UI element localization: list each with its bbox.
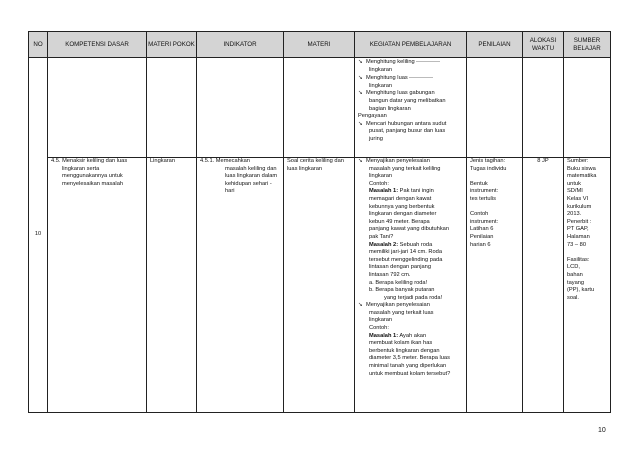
continued-materi-cell (284, 58, 355, 158)
alokasi-cell: 8 JP (523, 158, 564, 413)
penilaian-cell: Jenis tagihan: Tugas individu Bentuk instrument: tes tertulis Contoh instrument: Latihan 6 Penilaian harian 6 (467, 158, 523, 413)
header-alokasi: ALOKASI WAKTU (523, 32, 564, 58)
header-kegiatan: KEGIATAN PEMBELAJARAN (355, 32, 467, 58)
header-penilaian: PENILAIAN (467, 32, 523, 58)
continued-line-7: bagian lingkaran (369, 105, 411, 112)
row-number-cell (29, 58, 48, 413)
fraction-formula-icon (416, 58, 440, 65)
continued-indikator-cell (197, 58, 284, 158)
header-indikator: INDIKATOR (197, 32, 284, 58)
row-number: 10 (34, 231, 42, 238)
header-kompetensi: KOMPETENSI DASAR (48, 32, 147, 58)
table-header-row (29, 32, 611, 58)
header-materi-pokok: MATERI POKOK (147, 32, 197, 58)
fraction-formula-icon (409, 74, 433, 81)
continued-line-1: ↘ Menghitung keliling (358, 58, 463, 67)
continued-line-2: lingkaran (369, 66, 393, 73)
continued-penilaian-cell (467, 58, 523, 158)
lesson-plan-table (28, 31, 611, 413)
continued-materi-pokok-cell (147, 58, 197, 158)
masalah-3: Masalah 1: Ayah akan (369, 332, 427, 339)
header-sumber: SUMBER BELAJAR (564, 32, 611, 58)
continued-sumber-cell (564, 58, 611, 158)
kegiatan-intro-2: ↘ Menyajikan penyelesaian (358, 302, 430, 309)
continued-kompetensi-cell (48, 58, 147, 158)
pengayaan-line-1: ↘ Mencari hubungan antara sudut (358, 120, 447, 127)
masalah-1: Masalah 1: Pak tani ingin (369, 188, 434, 195)
pengayaan-label: Pengayaan (358, 113, 387, 120)
materi-pokok-cell: Lingkaran (147, 158, 197, 413)
sumber-cell: Sumber: Buku siswa matematika untuk SD/MI Kelas VI kurikulum 2013. Penerbit : PT GAP, Halaman 73 – 80 Fasilitas: LCD, bahan tayang (PP), kartu soal. (564, 158, 611, 413)
continued-line-6: bangun datar yang melibatkan (369, 97, 446, 104)
header-materi: MATERI (284, 32, 355, 58)
continued-line-5: ↘ Menghitung luas gabungan (358, 90, 435, 97)
table-row-10 (29, 158, 611, 413)
continued-line-3: ↘ Menghitung luas (358, 74, 463, 83)
page-number: 10 (598, 427, 606, 434)
pengayaan-line-2: pusat, panjang busur dan luas (369, 128, 446, 135)
masalah-2: Masalah 2: Sebuah roda (369, 241, 433, 248)
continued-alokasi-cell (523, 58, 564, 158)
kegiatan-cell: ↘ Menyajikan penyelesaian masalah yang terkait keliling lingkaran Contoh: Masalah 1: Pak tani ingin memagari dengan kawat kebunnya yang berbentuk lingkaran dengan diameter kebun 49 meter. Berapa panjang kawat yang dibutuhkan pak Tani? Masalah 2: Sebuah roda memiliki jari-jari 14 cm. Roda tersebut menggelinding pada lintasan dengan panjang lintasan 792 cm. a. Berapa keliling roda! b. Berapa banyak putaran yang terjadi pada roda! ↘ Menyajikan penyelesaian masalah yang terkait luas lingkaran Contoh: Masalah 1: Ayah akan membuat kolam ikan has berbentuk lingkaran dengan diameter 3,5 meter. Berapa luas minimal tanah yang diperlukan untuk membuat kolam tersebut? (355, 158, 467, 413)
pengayaan-line-3: juring (369, 135, 383, 142)
materi-cell: Soal cerita keliling dan luas lingkaran (284, 158, 355, 413)
header-no: NO (29, 32, 48, 58)
kompetensi-cell: 4.5. Menaksir keliling dan luas lingkaran serta menggunakannya untuk menyelesaikan masalah (48, 158, 147, 413)
continued-kegiatan-cell (355, 58, 467, 158)
continued-line-4: lingkaran (369, 82, 393, 89)
indikator-cell: 4.5.1. Memecahkan masalah keliling dan luas lingkaran dalam kehidupan sehari - hari (197, 158, 284, 413)
kegiatan-intro-1: ↘ Menyajikan penyelesaian (358, 158, 430, 164)
lesson-plan-page (28, 31, 610, 413)
table-row-continued (29, 58, 611, 158)
